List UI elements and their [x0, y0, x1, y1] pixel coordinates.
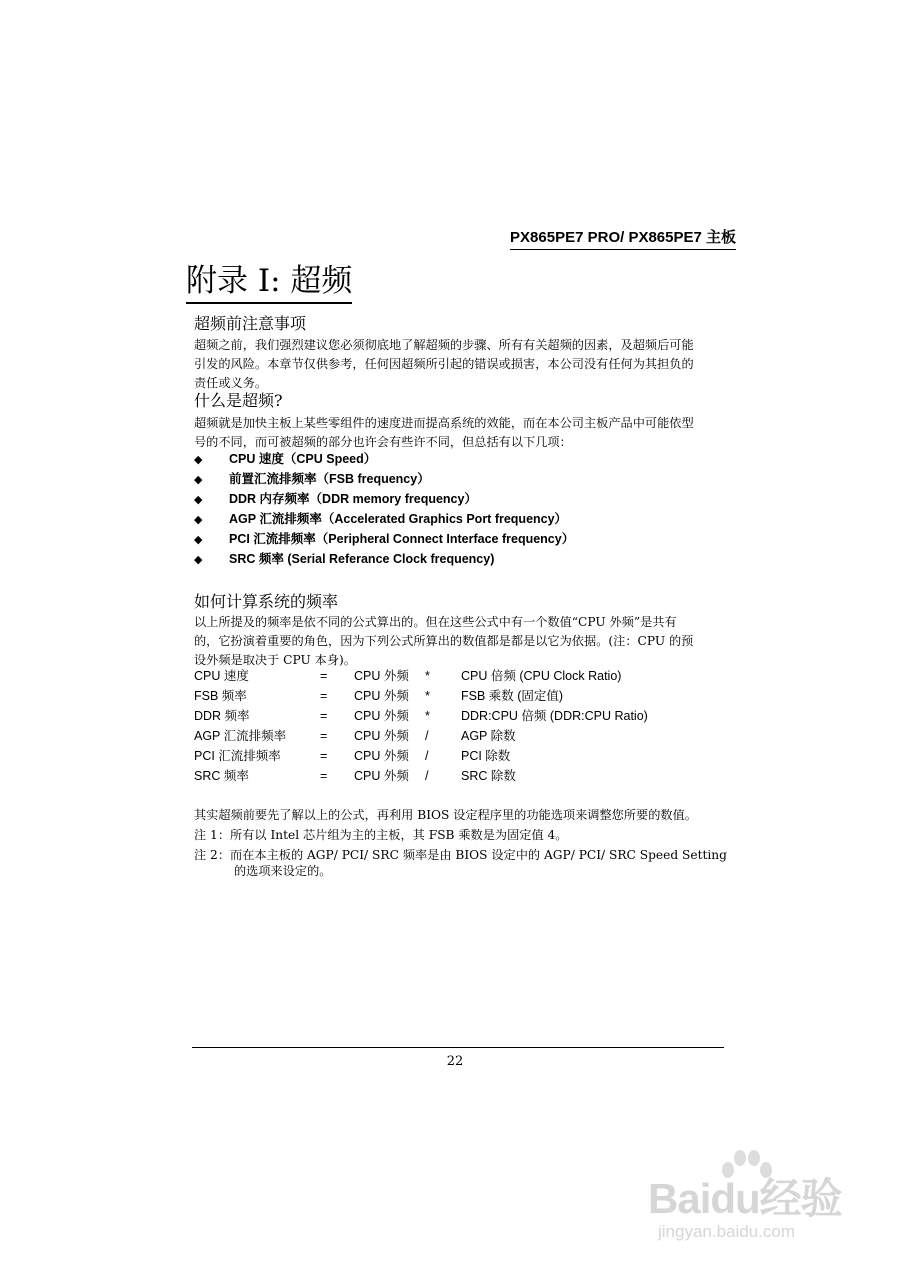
formula-rhs: PCI 除数 [461, 749, 511, 763]
paragraph-line: 责任或义务。 [194, 376, 268, 390]
formula-row-ddr [194, 707, 754, 725]
formula-row-pci [194, 747, 754, 765]
formula-operator: * [425, 689, 430, 703]
diamond-bullet-icon: ◆ [194, 494, 203, 506]
footer-divider [192, 1047, 724, 1048]
section-heading-what-is-overclocking: 什么是超频? [194, 391, 283, 410]
formula-operator: * [425, 669, 430, 683]
bullet-text: AGP 汇流排频率（Accelerated Graphics Port frequency） [229, 512, 568, 526]
paragraph-line: 设外频是取决于 CPU 本身)。 [194, 653, 356, 667]
watermark-url: jingyan.baidu.com [658, 1222, 796, 1241]
bullet-text: PCI 汇流排频率（Peripheral Connect Interface frequency） [229, 532, 575, 546]
formula-row-cpu-speed [194, 667, 754, 685]
formula-operator: / [425, 749, 429, 763]
formula-operator: / [425, 769, 429, 783]
formula-base: CPU 外频 [354, 729, 409, 743]
paragraph-line: 超频之前，我们强烈建议您必须彻底地了解超频的步骤、所有有关超频的因素，及超频后可能 [194, 338, 694, 352]
paragraph-line: 号的不同，而可被超频的部分也许会有些许不同，但总括有以下几项： [194, 435, 572, 449]
formula-lhs: AGP 汇流排频率 [194, 729, 287, 743]
bullet-item-cpu-speed [194, 450, 376, 469]
page-number: 22 [446, 1054, 464, 1069]
watermark-logo: Baidu经验 [648, 1175, 842, 1222]
formula-base: CPU 外频 [354, 769, 409, 783]
formula-equals: = [320, 709, 328, 723]
paragraph-precautions [194, 336, 736, 393]
bullet-item-ddr [194, 490, 477, 509]
bullet-item-agp [194, 510, 567, 529]
formula-row-agp [194, 727, 754, 745]
diamond-bullet-icon: ◆ [194, 474, 203, 486]
bullet-item-pci [194, 530, 574, 549]
formula-equals: = [320, 669, 328, 683]
diamond-bullet-icon: ◆ [194, 554, 203, 566]
formula-equals: = [320, 689, 328, 703]
formula-equals: = [320, 749, 328, 763]
paragraph-frequency-calculation [194, 613, 736, 670]
note-2 [194, 847, 739, 879]
paragraph-what-is-overclocking [194, 414, 736, 452]
section-heading-frequency-calculation: 如何计算系统的频率 [194, 592, 339, 611]
formula-rhs: FSB 乘数 (固定值) [461, 689, 564, 703]
section-heading-precautions: 超频前注意事项 [194, 314, 307, 333]
formula-lhs: FSB 频率 [194, 689, 247, 703]
formula-rhs: DDR:CPU 倍频 (DDR:CPU Ratio) [461, 709, 648, 723]
baidu-jingyan-watermark [648, 1148, 858, 1248]
note-2-line: 的选项来设定的。 [234, 864, 332, 878]
formula-operator: * [425, 709, 430, 723]
formula-row-fsb [194, 687, 754, 705]
formula-base: CPU 外频 [354, 689, 409, 703]
bullet-text: CPU 速度（CPU Speed） [229, 452, 377, 466]
formula-lhs: PCI 汇流排频率 [194, 749, 281, 763]
paragraph-line: 引发的风险。本章节仅供参考，任何因超频所引起的错误或损害，本公司没有任何为其担负的 [194, 357, 694, 371]
formula-base: CPU 外频 [354, 749, 409, 763]
formula-equals: = [320, 769, 328, 783]
diamond-bullet-icon: ◆ [194, 534, 203, 546]
formula-equals: = [320, 729, 328, 743]
note-1: 注 1：所有以 Intel 芯片组为主的主板，其 FSB 乘数是为固定值 4。 [194, 828, 568, 842]
formula-row-src [194, 767, 754, 785]
formula-lhs: CPU 速度 [194, 669, 249, 683]
formula-base: CPU 外频 [354, 709, 409, 723]
formula-lhs: DDR 频率 [194, 709, 250, 723]
bullet-text: DDR 内存频率（DDR memory frequency） [229, 492, 477, 506]
document-header-title: PX865PE7 PRO/ PX865PE7 主板 [510, 226, 736, 250]
formula-lhs: SRC 频率 [194, 769, 249, 783]
summary-note: 其实超频前要先了解以上的公式，再利用 BIOS 设定程序里的功能选项来调整您所要的数值。 [194, 808, 697, 822]
paragraph-line: 超频就是加快主板上某些零组件的速度进而提高系统的效能，而在本公司主板产品中可能依型 [194, 416, 694, 430]
formula-rhs: SRC 除数 [461, 769, 516, 783]
diamond-bullet-icon: ◆ [194, 454, 203, 466]
formula-base: CPU 外频 [354, 669, 409, 683]
formula-operator: / [425, 729, 429, 743]
paragraph-line: 的，它扮演着重要的角色，因为下列公式所算出的数值都是都是以它为依据。(注：CPU 的预 [194, 634, 694, 648]
diamond-bullet-icon: ◆ [194, 514, 203, 526]
bullet-item-src [194, 550, 494, 569]
formula-rhs: AGP 除数 [461, 729, 516, 743]
paragraph-line: 以上所提及的频率是依不同的公式算出的。但在这些公式中有一个数值“CPU 外频”是共有 [194, 615, 677, 629]
appendix-title: 附录 I: 超频 [186, 262, 352, 304]
note-2-line: 注 2：而在本主板的 AGP/ PCI/ SRC 频率是由 BIOS 设定中的 AGP/ PCI/ SRC Speed Setting [194, 848, 727, 862]
bullet-text: SRC 频率 (Serial Referance Clock frequency) [229, 552, 495, 566]
bullet-text: 前置汇流排频率（FSB frequency） [229, 472, 430, 486]
bullet-item-fsb [194, 470, 430, 489]
formula-rhs: CPU 倍频 (CPU Clock Ratio) [461, 669, 622, 683]
